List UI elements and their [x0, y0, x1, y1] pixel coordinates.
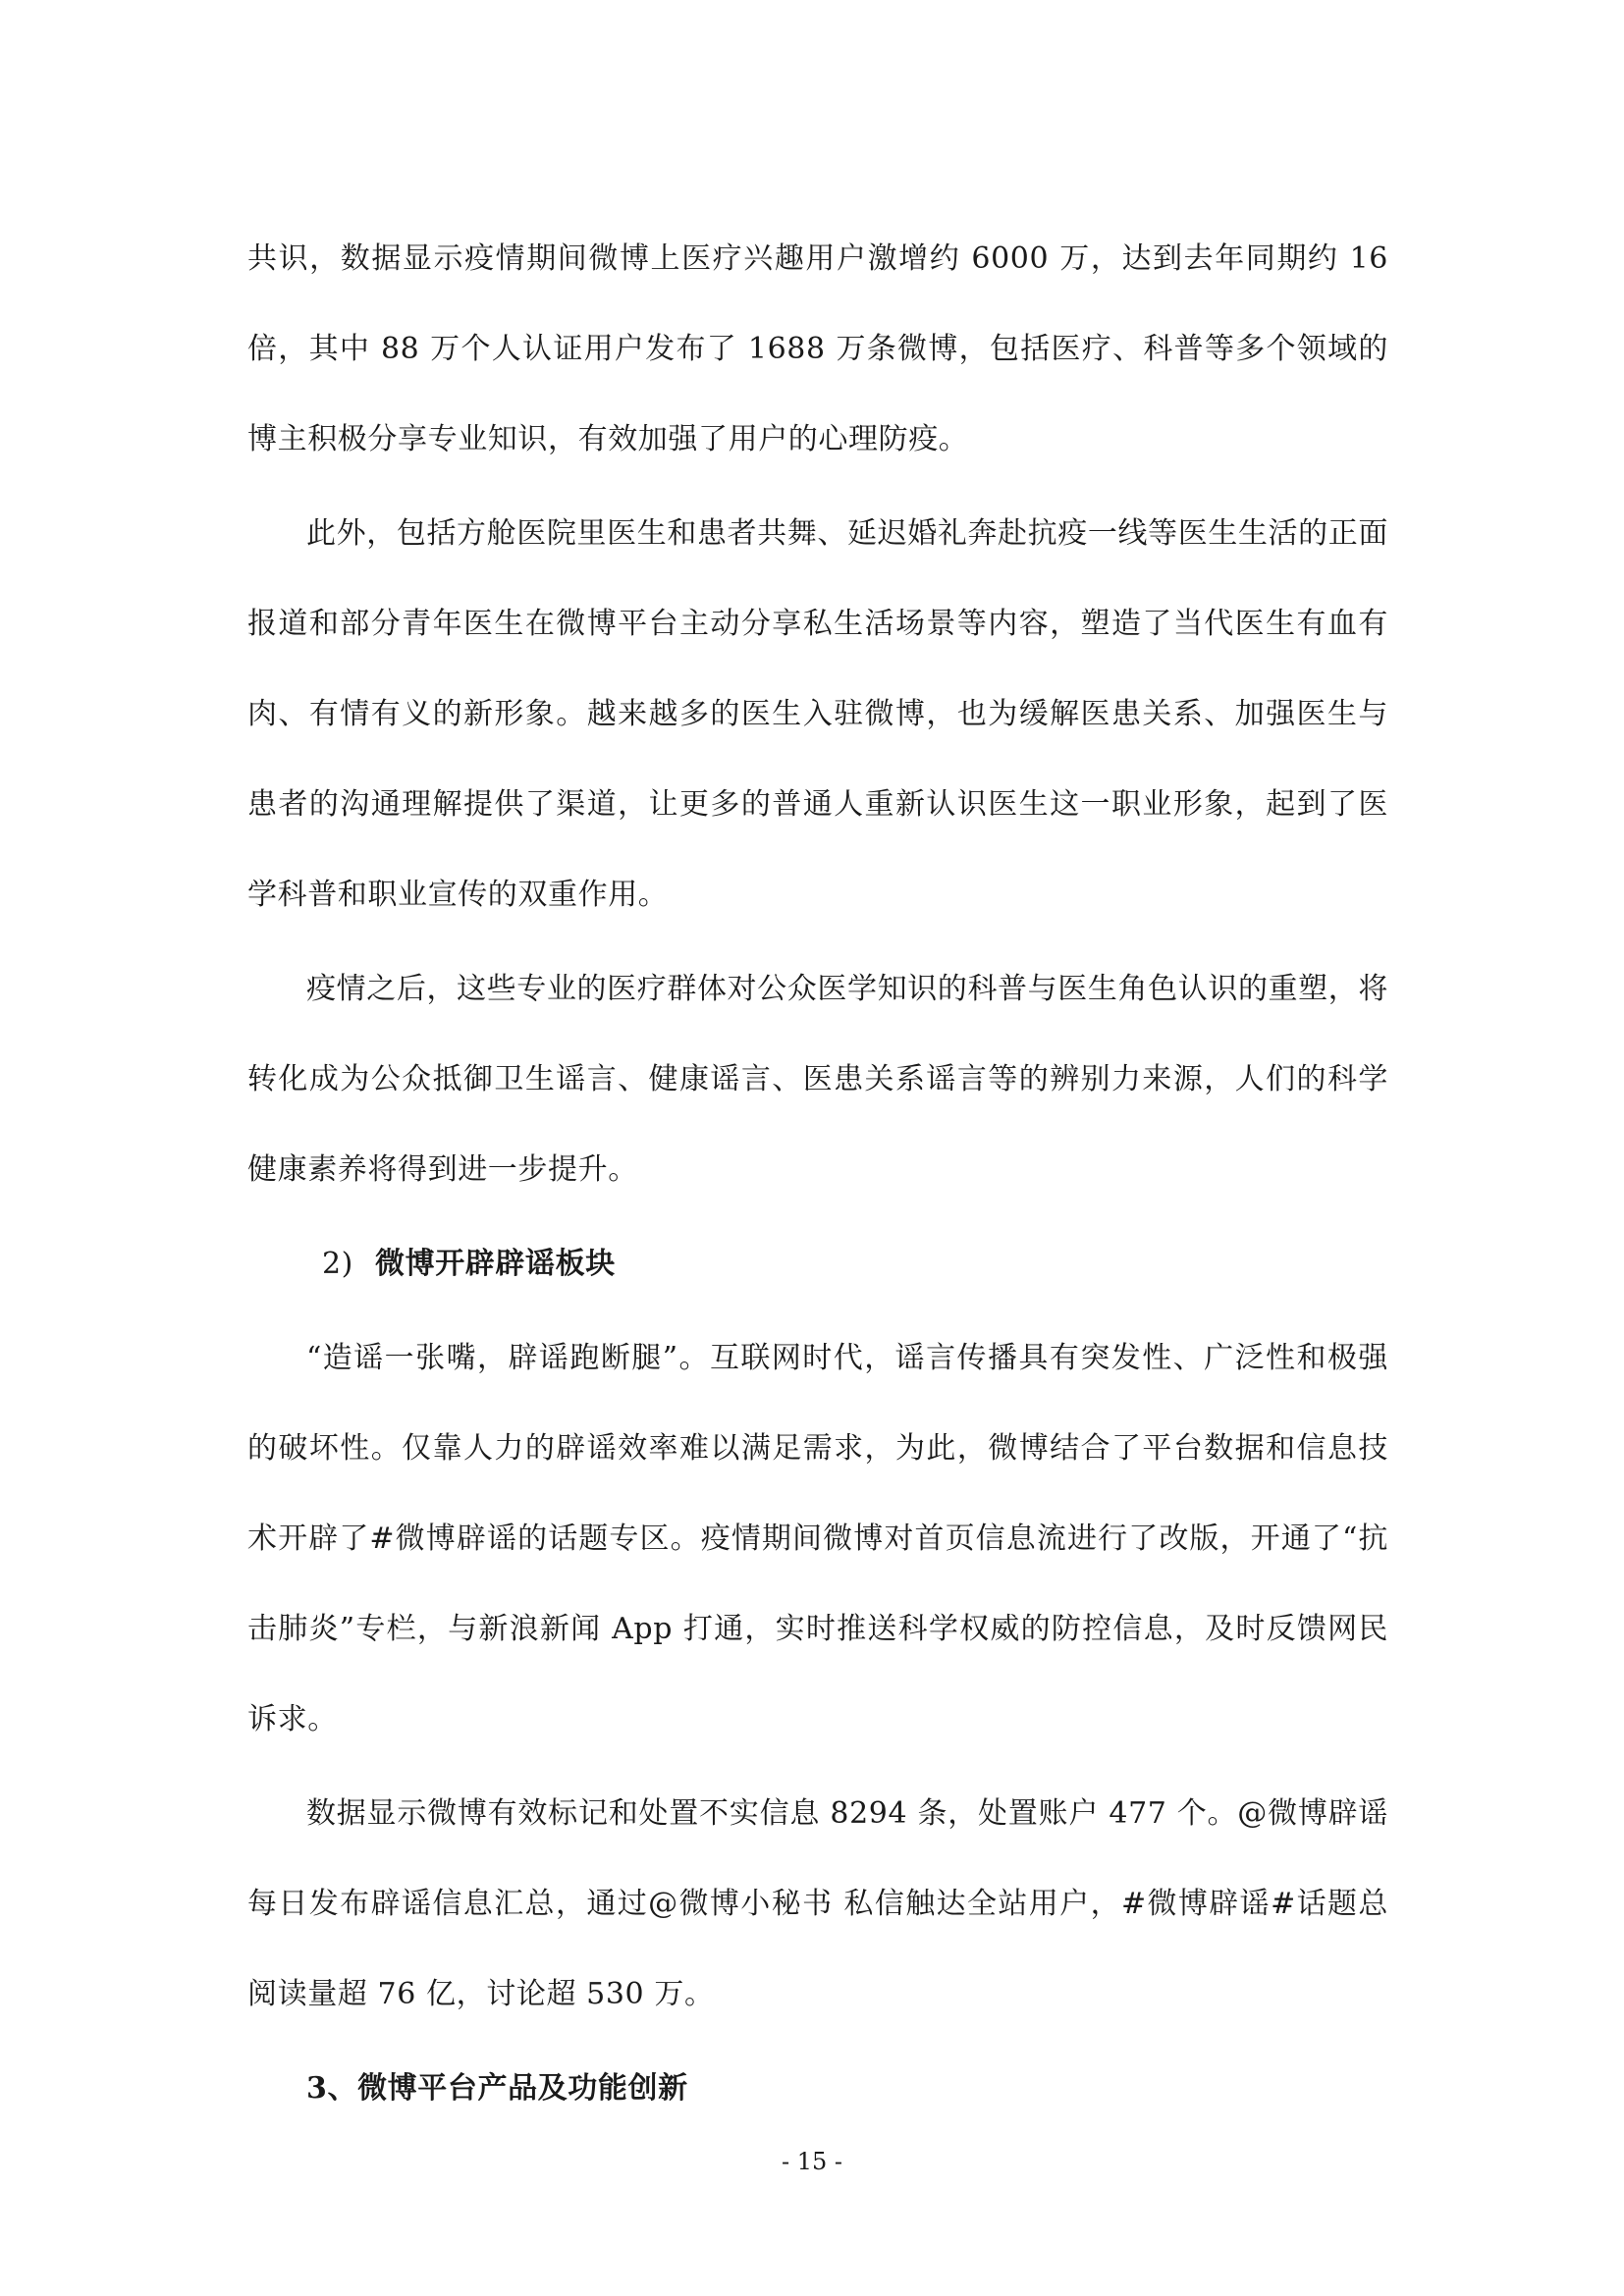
paragraph-rumor-data: 数据显示微博有效标记和处置不实信息 8294 条，处置账户 477 个。@微博辟谣 每日发布辟谣信息汇总，通过@微博小秘书 私信触达全站用户，#微博辟谣#话题总阅读量超 76 亿，讨论超 530 万。	[247, 1796, 1388, 2011]
subheading-title: 微博开辟辟谣板块	[375, 1247, 616, 1281]
subheading-rumor-section	[247, 1219, 1388, 1309]
paragraph-rumor-intro: “造谣一张嘴，辟谣跑断腿”。互联网时代，谣言传播具有突发性、广泛性和极强的破坏性。仅靠人力的辟谣效率难以满足需求，为此，微博结合了平台数据和信息技术开辟了#微博辟谣的话题专区。疫情期间微博对首页信息流进行了改版，开通了“抗击肺炎”专栏，与新浪新闻 App 打通，实时推送科学权威的防控信息，及时反馈网民诉求。	[247, 1341, 1388, 1736]
subheading-number: 2)	[322, 1247, 353, 1281]
paragraph-continuation: 共识，数据显示疫情期间微博上医疗兴趣用户激增约 6000 万，达到去年同期约 16 倍，其中 88 万个人认证用户发布了 1688 万条微博，包括医疗、科普等多个领域的博主积极分享专业知识，有效加强了用户的心理防疫。	[247, 241, 1388, 456]
page-content	[247, 214, 1388, 2134]
paragraph-post-epidemic: 疫情之后，这些专业的医疗群体对公众医学知识的科普与医生角色认识的重塑，将转化成为公众抵御卫生谣言、健康谣言、医患关系谣言等的辨别力来源，人们的科学健康素养将得到进一步提升。	[247, 972, 1388, 1187]
section-heading-product-innovation: 3、微博平台产品及功能创新	[306, 2071, 688, 2106]
page-number: - 15 -	[781, 2148, 842, 2175]
paragraph-doctor-image: 此外，包括方舱医院里医生和患者共舞、延迟婚礼奔赴抗疫一线等医生生活的正面报道和部分青年医生在微博平台主动分享私生活场景等内容，塑造了当代医生有血有肉、有情有义的新形象。越来越多的医生入驻微博，也为缓解医患关系、加强医生与患者的沟通理解提供了渠道，让更多的普通人重新认识医生这一职业形象，起到了医学科普和职业宣传的双重作用。	[247, 516, 1388, 912]
